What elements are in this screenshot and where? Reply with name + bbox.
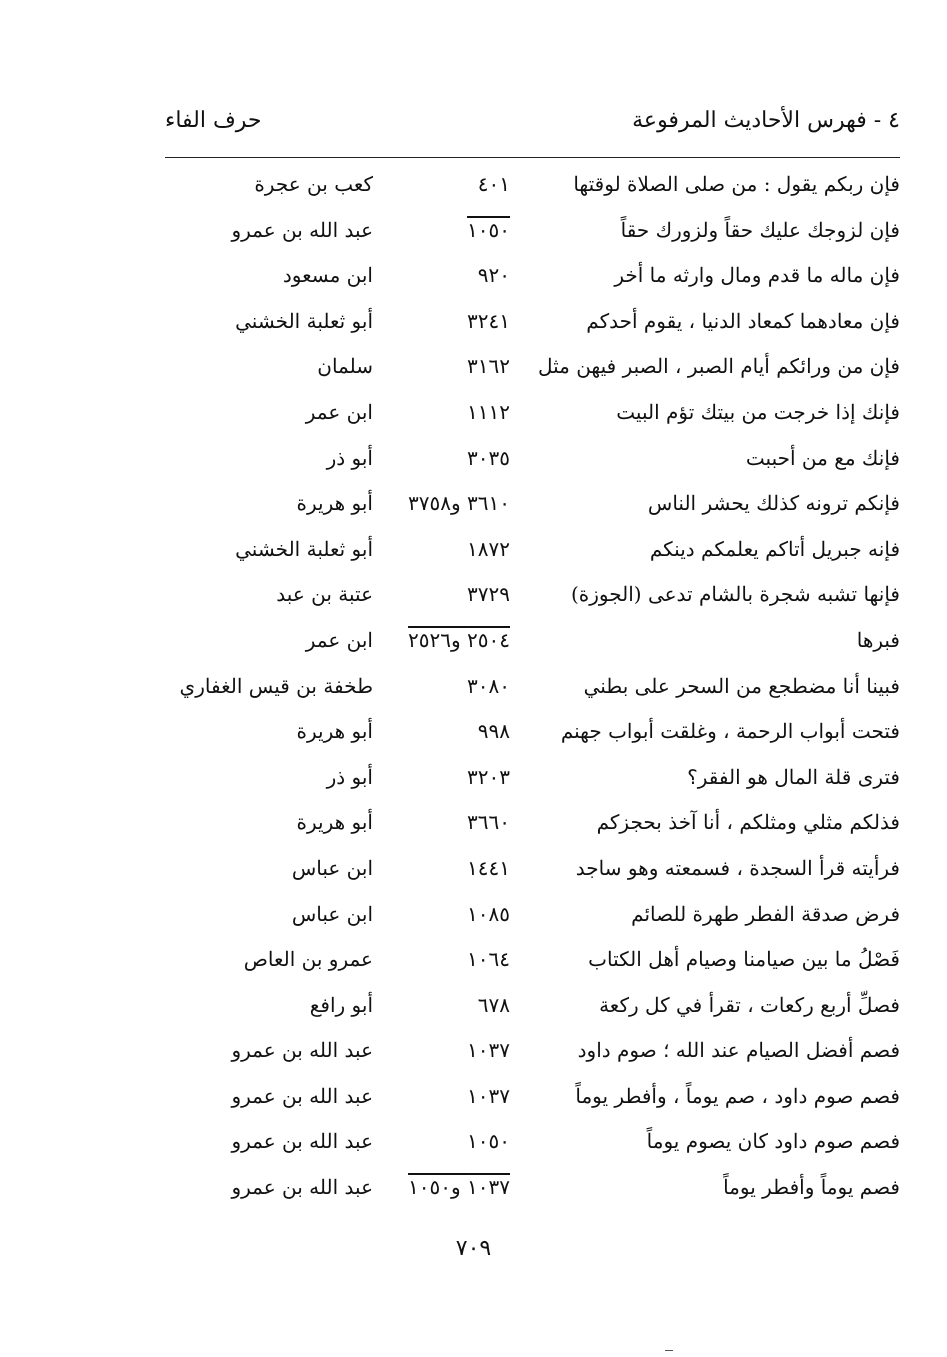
hadith-text: فبرها <box>856 627 900 652</box>
narrator: سلمان <box>317 354 373 379</box>
hadith-number: ٣٠٣٥ <box>467 445 510 470</box>
index-row <box>0 939 947 985</box>
index-row <box>0 711 947 757</box>
hadith-index-list <box>0 164 947 1213</box>
hadith-number: ١٠٥٠ <box>467 217 510 242</box>
hadith-text: فتحت أبواب الرحمة ، وغلقت أبواب جهنم <box>560 719 900 744</box>
hadith-text: فترى قلة المال هو الفقر؟ <box>687 764 900 789</box>
hadith-number: ١٠٨٥ <box>467 901 510 926</box>
page-edge-mark <box>665 1350 673 1351</box>
narrator: أبو ثعلبة الخشني <box>235 536 373 561</box>
index-row <box>0 346 947 392</box>
index-row <box>0 620 947 666</box>
index-row <box>0 1076 947 1122</box>
narrator: ابن عباس <box>291 855 373 880</box>
narrator: ابن مسعود <box>282 263 373 288</box>
hadith-number: ١٠٣٧ <box>467 1038 510 1063</box>
narrator: عتبة بن عبد <box>276 582 373 607</box>
narrator: عبد الله بن عمرو <box>231 1038 373 1063</box>
hadith-number: ٢٥٠٤ و٢٥٢٦ <box>408 627 510 652</box>
index-row <box>0 164 947 210</box>
hadith-number: ٣٧٢٩ <box>467 582 510 607</box>
index-row <box>0 1121 947 1167</box>
hadith-number: ٣١٦٢ <box>467 354 510 379</box>
hadith-text: فصم يوماً وأفطر يوماً <box>723 1175 900 1200</box>
narrator: أبو هريرة <box>296 719 373 744</box>
page-number: ٧٠٩ <box>455 1236 492 1261</box>
index-row <box>0 438 947 484</box>
hadith-text: فصم أفضل الصيام عند الله ؛ صوم داود <box>577 1038 900 1063</box>
hadith-number: ٣٦٦٠ <box>467 810 510 835</box>
index-row <box>0 483 947 529</box>
index-row <box>0 985 947 1031</box>
narrator: ابن عمر <box>305 399 373 424</box>
hadith-number: ١٠٦٤ <box>467 947 510 972</box>
hadith-number: ١٤٤١ <box>467 855 510 880</box>
narrator: أبو ذر <box>326 764 373 789</box>
hadith-text: فصلِّ أربع ركعات ، تقرأ في كل ركعة <box>599 992 900 1017</box>
index-row <box>0 529 947 575</box>
hadith-text: فإن معادهما كمعاد الدنيا ، يقوم أحدكم <box>586 308 900 333</box>
index-row <box>0 848 947 894</box>
hadith-text: فَصْلُ ما بين صيامنا وصيام أهل الكتاب <box>588 947 900 972</box>
hadith-text: فإنكم ترونه كذلك يحشر الناس <box>647 491 900 516</box>
index-row <box>0 802 947 848</box>
narrator: ابن عمر <box>305 627 373 652</box>
hadith-number: ٣٠٨٠ <box>467 673 510 698</box>
narrator: عبد الله بن عمرو <box>231 1129 373 1154</box>
hadith-number: ٩٩٨ <box>477 719 510 744</box>
index-row <box>0 392 947 438</box>
index-row <box>0 757 947 803</box>
index-row <box>0 666 947 712</box>
narrator: أبو ذر <box>326 445 373 470</box>
hadith-number: ٦٧٨ <box>477 992 510 1017</box>
hadith-text: فصم صوم داود ، صم يوماً ، وأفطر يوماً <box>575 1083 900 1108</box>
header-divider <box>165 157 900 158</box>
hadith-number: ١١١٢ <box>467 399 510 424</box>
hadith-text: فإنها تشبه شجرة بالشام تدعى (الجوزة) <box>570 582 900 607</box>
narrator: عمرو بن العاص <box>243 947 373 972</box>
hadith-number: ١٨٧٢ <box>467 536 510 561</box>
hadith-text: فإن ماله ما قدم ومال وارثه ما أخر <box>614 263 900 288</box>
narrator: أبو هريرة <box>296 491 373 516</box>
index-row <box>0 210 947 256</box>
narrator: طخفة بن قيس الغفاري <box>179 673 373 698</box>
index-row <box>0 301 947 347</box>
hadith-text: فإنه جبريل أتاكم يعلمكم دينكم <box>649 536 900 561</box>
hadith-text: فبينا أنا مضطجع من السحر على بطني <box>583 673 900 698</box>
hadith-number: ١٠٣٧ و١٠٥٠ <box>408 1175 510 1200</box>
hadith-text: فإن لزوجك عليك حقاً ولزورك حقاً <box>620 217 900 242</box>
narrator: أبو ثعلبة الخشني <box>235 308 373 333</box>
narrator: عبد الله بن عمرو <box>231 1083 373 1108</box>
hadith-text: فإنك مع من أحببت <box>745 445 900 470</box>
letter-heading: حرف الفاء <box>165 108 262 133</box>
hadith-number: ٣٢٤١ <box>467 308 510 333</box>
index-row <box>0 1167 947 1213</box>
narrator: ابن عباس <box>291 901 373 926</box>
section-title: ٤ - فهرس الأحاديث المرفوعة <box>632 108 900 133</box>
hadith-text: فإن من ورائكم أيام الصبر ، الصبر فيهن مثل <box>537 354 900 379</box>
hadith-number: ١٠٥٠ <box>467 1129 510 1154</box>
narrator: أبو هريرة <box>296 810 373 835</box>
narrator: كعب بن عجرة <box>254 172 373 196</box>
running-header <box>165 108 900 148</box>
hadith-number: ٩٢٠ <box>477 263 510 288</box>
hadith-text: فصم صوم داود كان يصوم يوماً <box>646 1129 900 1154</box>
hadith-number: ١٠٣٧ <box>467 1083 510 1108</box>
index-row <box>0 574 947 620</box>
hadith-text: فرض صدقة الفطر طهرة للصائم <box>631 901 900 926</box>
index-row <box>0 894 947 940</box>
hadith-text: فإنك إذا خرجت من بيتك تؤم البيت <box>616 399 900 424</box>
hadith-text: فإن ربكم يقول : من صلى الصلاة لوقتها <box>573 172 900 196</box>
hadith-text: فذلكم مثلي ومثلكم ، أنا آخذ بحجزكم <box>596 810 900 835</box>
index-row <box>0 255 947 301</box>
narrator: عبد الله بن عمرو <box>231 217 373 242</box>
hadith-number: ٤٠١ <box>477 172 510 196</box>
index-row <box>0 1030 947 1076</box>
hadith-number: ٣٦١٠ و٣٧٥٨ <box>408 491 510 516</box>
narrator: أبو رافع <box>309 992 373 1017</box>
hadith-number: ٣٢٠٣ <box>467 764 510 789</box>
narrator: عبد الله بن عمرو <box>231 1175 373 1200</box>
hadith-text: فرأيته قرأ السجدة ، فسمعته وهو ساجد <box>575 855 900 880</box>
